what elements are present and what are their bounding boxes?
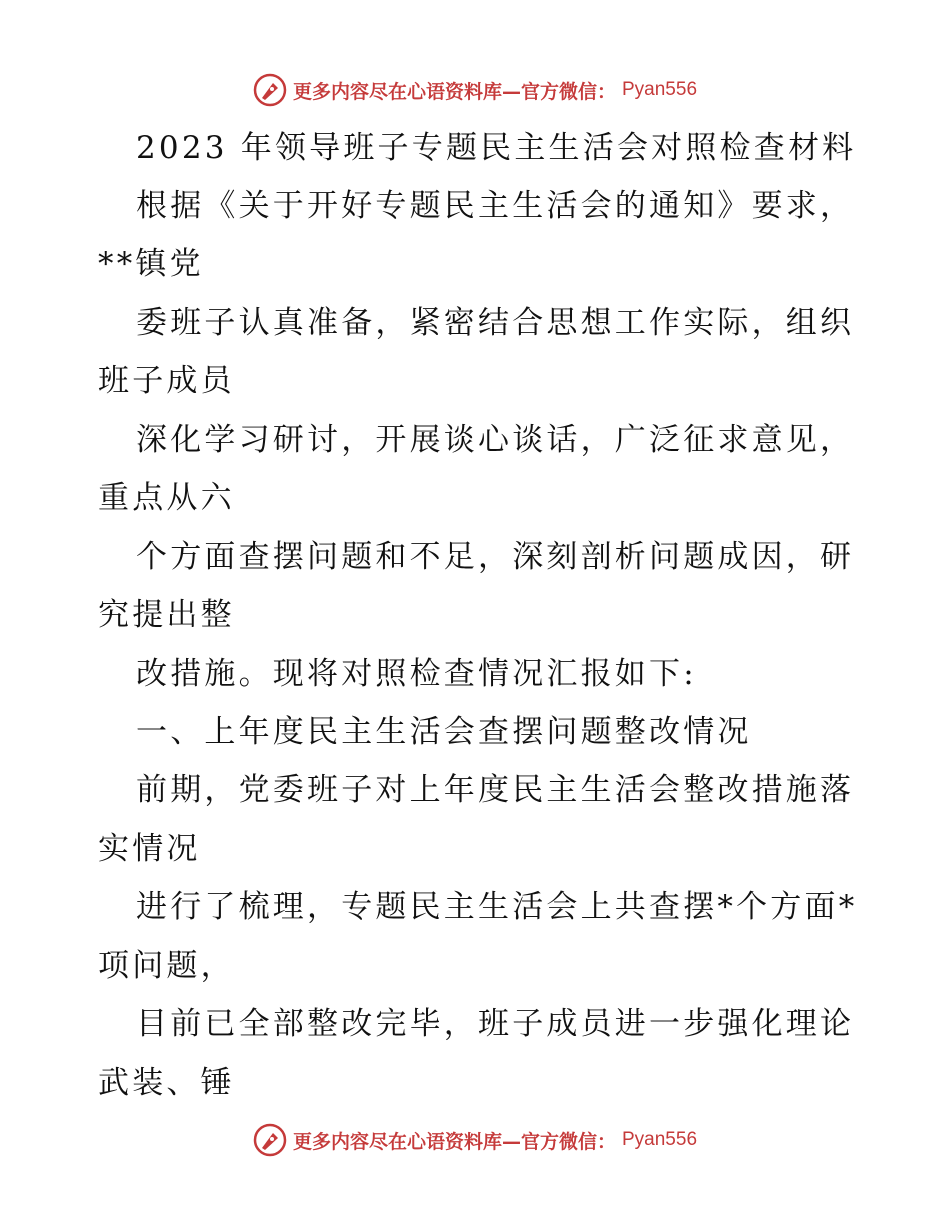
document-line: 前期，党委班子对上年度民主生活会整改措施落 bbox=[136, 772, 855, 808]
document-line: 重点从六 bbox=[98, 480, 235, 516]
watermark-text: 更多内容尽在心语资料库—官方微信： bbox=[292, 1130, 616, 1153]
section-heading: 一、上年度民主生活会查摆问题整改情况 bbox=[136, 714, 752, 750]
document-line: 进行了梳理，专题民主生活会上共查摆*个方面* bbox=[136, 889, 858, 925]
document-line: 实情况 bbox=[98, 831, 201, 867]
document-line: 武装、锤 bbox=[98, 1065, 235, 1101]
watermark-text: 更多内容尽在心语资料库—官方微信： bbox=[292, 80, 616, 103]
document-title: 2023 年领导班子专题民主生活会对照检查材料 bbox=[136, 130, 857, 166]
watermark-wechat-id: Pyan556 bbox=[622, 1129, 698, 1150]
document-line: 目前已全部整改完毕，班子成员进一步强化理论 bbox=[136, 1006, 855, 1042]
document-line: 改措施。现将对照检查情况汇报如下: bbox=[136, 656, 697, 692]
document-line: 委班子认真准备，紧密结合思想工作实际，组织 bbox=[136, 305, 855, 341]
pen-nib-logo-icon bbox=[253, 1123, 287, 1157]
document-line: 个方面查摆问题和不足，深刻剖析问题成因，研 bbox=[136, 539, 855, 575]
document-line: 究提出整 bbox=[98, 597, 235, 633]
document-line: 深化学习研讨，开展谈心谈话，广泛征求意见， bbox=[136, 422, 855, 458]
document-line: 项问题， bbox=[98, 948, 235, 984]
document-line: 班子成员 bbox=[98, 363, 235, 399]
document-line: **镇党 bbox=[98, 246, 204, 282]
document-line: 根据《关于开好专题民主生活会的通知》要求， bbox=[136, 188, 855, 224]
watermark-wechat-id: Pyan556 bbox=[622, 79, 698, 100]
watermark-banner-bottom bbox=[0, 1120, 950, 1160]
